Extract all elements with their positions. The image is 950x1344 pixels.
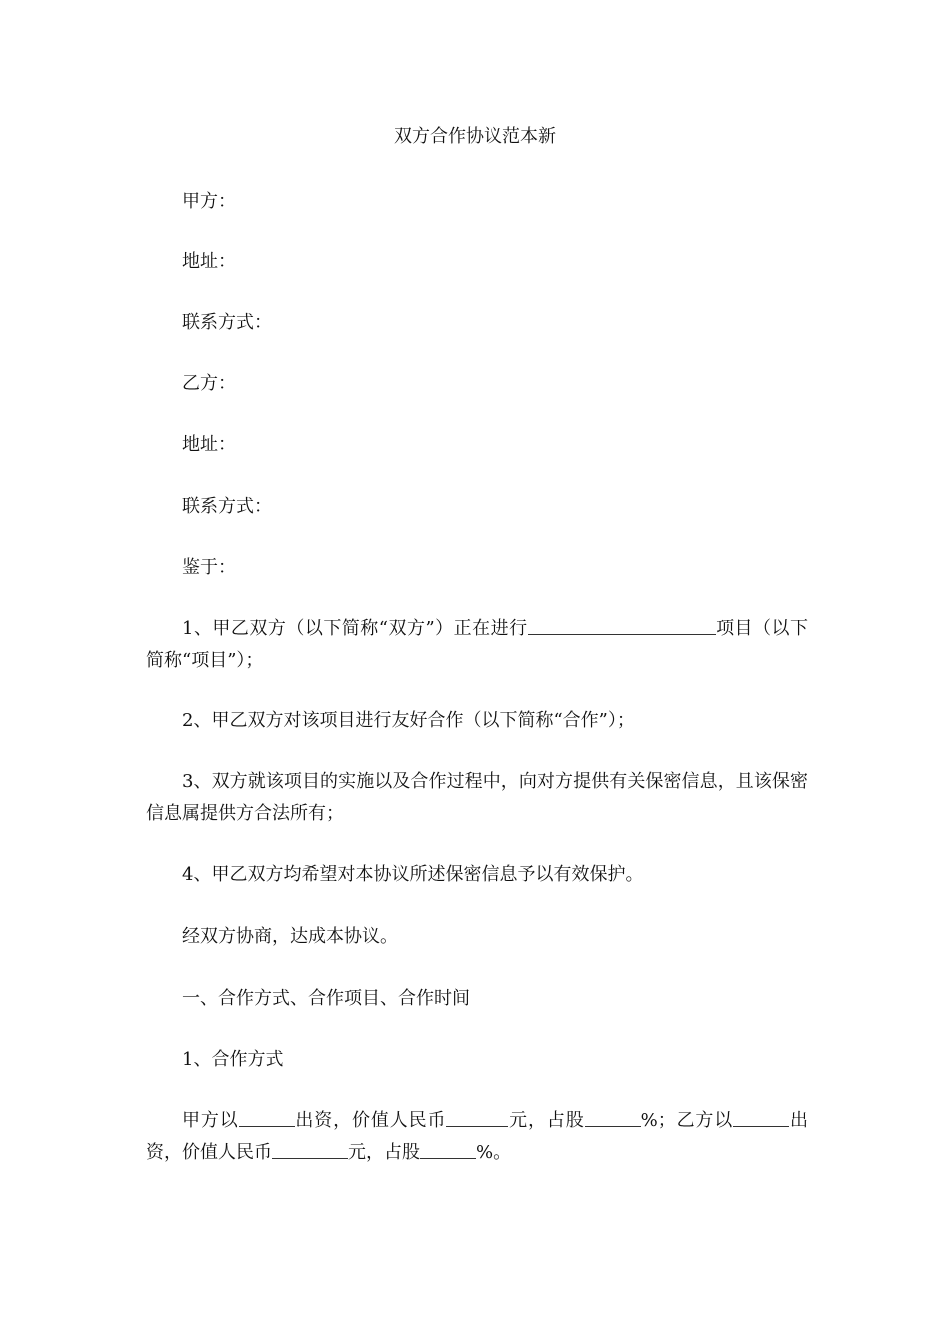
subsection-1-heading: 1、合作方式 bbox=[182, 1049, 284, 1070]
party-a-label: 甲方： bbox=[182, 191, 236, 212]
contribution-text-4: %；乙方以 bbox=[640, 1110, 734, 1131]
section-1-heading: 一、合作方式、合作项目、合作时间 bbox=[182, 988, 470, 1009]
clause-1-text-start: 1、甲乙双方（以下简称“双方”）正在进行 bbox=[182, 618, 528, 639]
contribution-text-6: 元，占股 bbox=[348, 1142, 420, 1163]
contribution-text-5: 出资，价值人民币 bbox=[146, 1110, 809, 1163]
party-b-value-blank bbox=[272, 1138, 348, 1159]
party-a-asset-blank bbox=[239, 1106, 295, 1127]
contribution-paragraph bbox=[146, 1105, 808, 1169]
document-title: 双方合作协议范本新 bbox=[394, 126, 556, 147]
contribution-text-3: 元，占股 bbox=[508, 1110, 585, 1131]
party-a-value-blank bbox=[446, 1106, 508, 1127]
party-b-asset-blank bbox=[733, 1106, 789, 1127]
party-a-share-blank bbox=[585, 1106, 641, 1127]
party-b-address: 地址： bbox=[182, 434, 236, 455]
project-name-blank bbox=[528, 614, 716, 635]
clause-1-text-end: 项目（以下简称“项目”）； bbox=[146, 618, 809, 671]
party-b-label: 乙方： bbox=[182, 373, 236, 394]
contribution-text-1: 甲方以 bbox=[182, 1110, 239, 1131]
party-b-contact: 联系方式： bbox=[182, 496, 272, 517]
clause-1 bbox=[146, 613, 808, 677]
agreement-statement: 经双方协商，达成本协议。 bbox=[182, 926, 398, 947]
party-b-share-blank bbox=[420, 1138, 476, 1159]
contribution-text-2: 出资，价值人民币 bbox=[294, 1110, 447, 1131]
whereas-label: 鉴于： bbox=[182, 557, 236, 578]
contribution-text-7: %。 bbox=[476, 1142, 512, 1163]
party-a-address: 地址： bbox=[182, 251, 236, 272]
clause-2: 2、甲乙双方对该项目进行友好合作（以下简称“合作”）； bbox=[182, 710, 635, 731]
party-a-contact: 联系方式： bbox=[182, 312, 272, 333]
clause-4: 4、甲乙双方均希望对本协议所述保密信息予以有效保护。 bbox=[182, 864, 644, 885]
clause-3: 3、双方就该项目的实施以及合作过程中，向对方提供有关保密信息，且该保密信息属提供方合法所有； bbox=[146, 771, 808, 824]
